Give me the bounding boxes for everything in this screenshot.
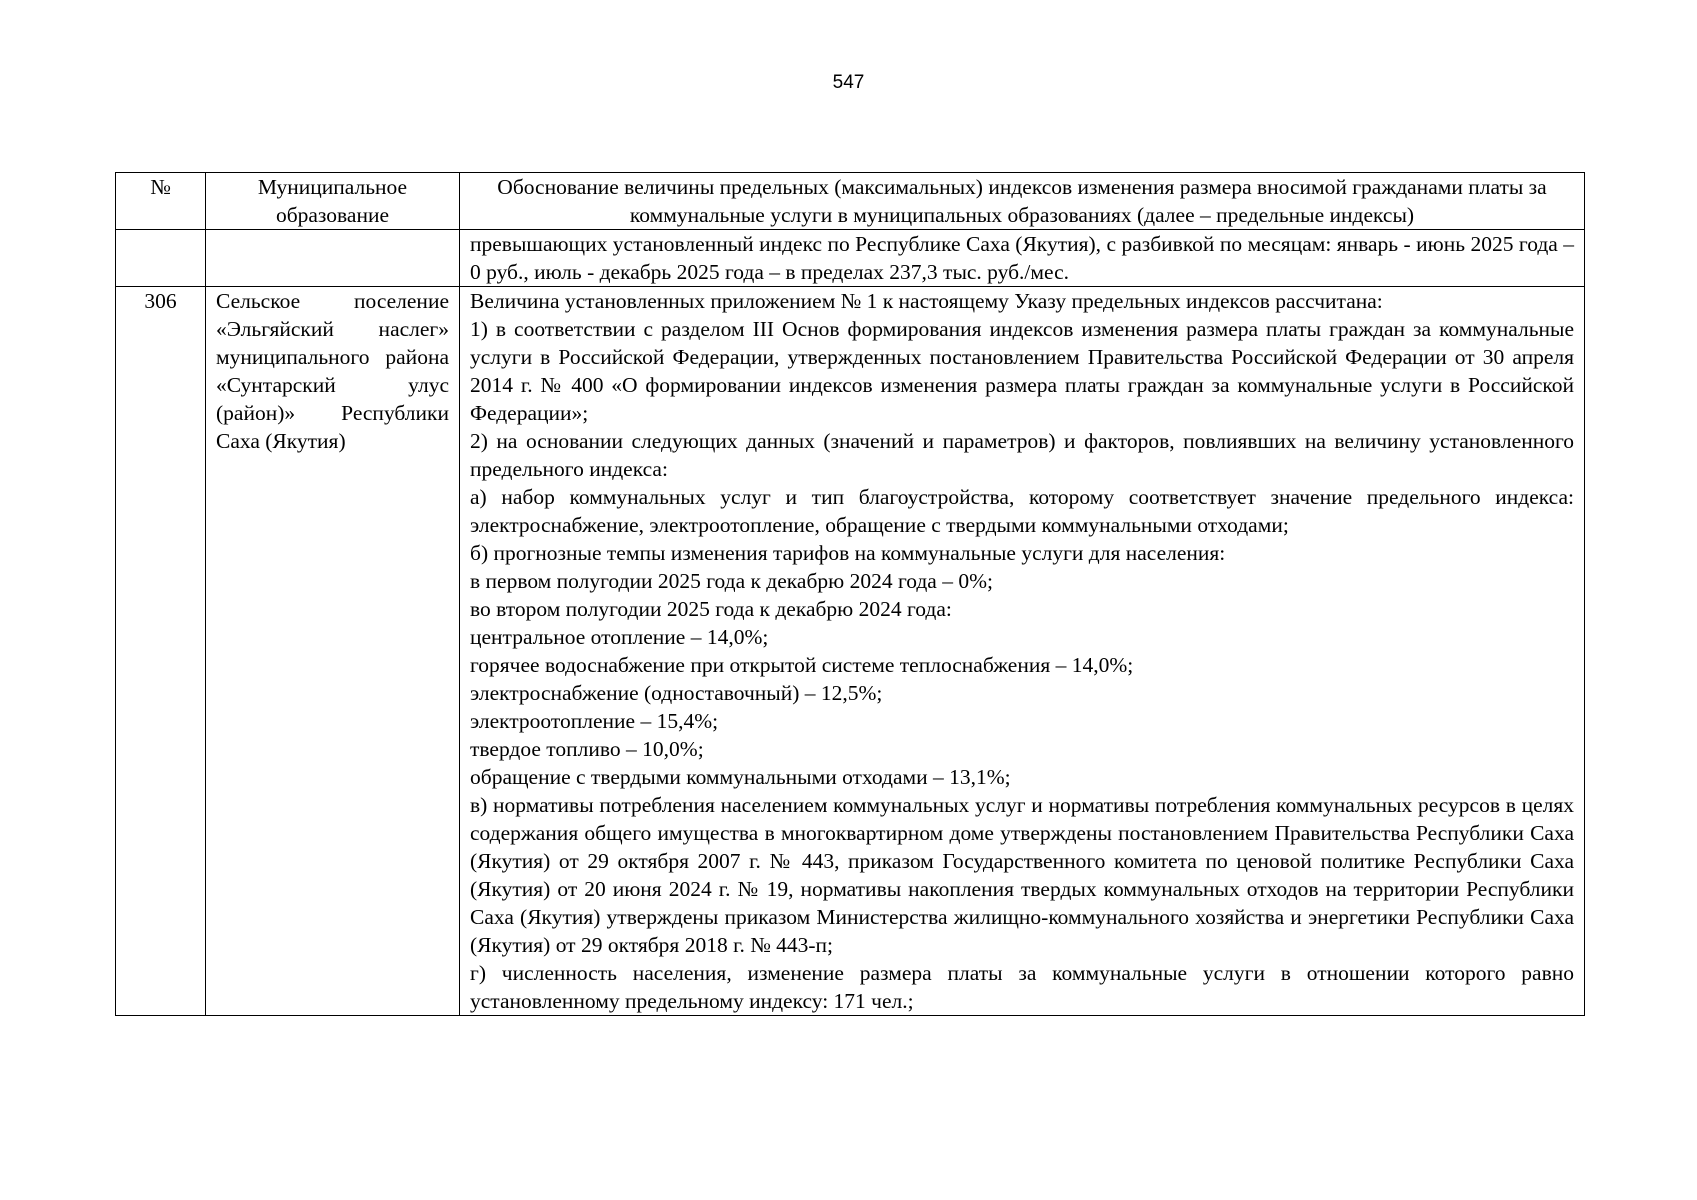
justification-paragraph: б) прогнозные темпы изменения тарифов на коммунальные услуги для населения: xyxy=(470,541,1226,565)
justification-paragraph: центральное отопление – 14,0%; xyxy=(470,625,769,649)
justification-paragraph: в первом полугодии 2025 года к декабрю 2024 года – 0%; xyxy=(470,569,993,593)
header-number: № xyxy=(116,173,206,230)
justification-paragraph: электроотопление – 15,4%; xyxy=(470,709,719,733)
justification-paragraph: горячее водоснабжение при открытой системе теплоснабжения – 14,0%; xyxy=(470,653,1134,677)
continuation-municipality-cell xyxy=(206,230,460,287)
municipality-name: Сельское поселение «Эльгяйский наслег» муниципального района «Сунтарский улус (район)» Республики Саха (Якутия) xyxy=(216,289,449,453)
table-header-row xyxy=(116,173,1585,230)
continuation-number-cell xyxy=(116,230,206,287)
header-municipality: Муниципальное образование xyxy=(206,173,460,230)
row-number-cell: 306 xyxy=(116,287,206,1016)
table-row-continuation xyxy=(116,230,1585,287)
continuation-text-cell xyxy=(460,230,1585,287)
header-justification: Обоснование величины предельных (максимальных) индексов изменения размера вносимой гражданами платы за коммунальные услуги в муниципальных образованиях (далее – предельные индексы) xyxy=(460,173,1585,230)
justification-cell xyxy=(460,287,1585,1016)
justification-paragraph: а) набор коммунальных услуг и тип благоустройства, которому соответствует значение предельного индекса: электроснабжение, электроотопление, обращение с твердыми коммунальными отходами; xyxy=(470,485,1574,537)
justification-paragraph: обращение с твердыми коммунальными отходами – 13,1%; xyxy=(470,765,1011,789)
justification-paragraph: во втором полугодии 2025 года к декабрю 2024 года: xyxy=(470,597,952,621)
justification-paragraph: 2) на основании следующих данных (значений и параметров) и факторов, повлиявших на величину установленного предельного индекса: xyxy=(470,429,1574,481)
justification-paragraph: электроснабжение (одноставочный) – 12,5%; xyxy=(470,681,883,705)
municipality-cell xyxy=(206,287,460,1016)
justification-paragraph: г) численность населения, изменение размера платы за коммунальные услуги в отношении которого равно установленному предельному индексу: 171 чел.; xyxy=(470,961,1574,1013)
justification-paragraph: твердое топливо – 10,0%; xyxy=(470,737,704,761)
page-number: 547 xyxy=(832,72,865,93)
table-row-306 xyxy=(116,287,1585,1016)
justification-paragraph: Величина установленных приложением № 1 к настоящему Указу предельных индексов рассчитана: xyxy=(470,289,1383,313)
justification-paragraph: в) нормативы потребления населением коммунальных услуг и нормативы потребления коммунальных ресурсов в целях содержания общего имущества в многоквартирном доме утверждены постановлением Правительства Республики Саха (Якутия) от 29 октября 2007 г. № 443, приказом Государственного комитета по ценовой политике Республики Саха (Якутия) от 20 июня 2024 г. № 19, нормативы накопления твердых коммунальных отходов на территории Республики Саха (Якутия) утверждены приказом Министерства жилищно-коммунального хозяйства и энергетики Республики Саха (Якутия) от 29 октября 2018 г. № 443-п; xyxy=(470,793,1574,957)
continuation-text: превышающих установленный индекс по Республике Саха (Якутия), с разбивкой по месяцам: январь - июнь 2025 года – 0 руб., июль - декабрь 2025 года – в пределах 237,3 тыс. руб./мес. xyxy=(470,232,1574,284)
justification-table xyxy=(115,172,1585,1016)
justification-paragraph: 1) в соответствии с разделом III Основ формирования индексов изменения размера платы граждан за коммунальные услуги в Российской Федерации, утвержденных постановлением Правительства Российской Федерации от 30 апреля 2014 г. № 400 «О формировании индексов изменения размера платы граждан за коммунальные услуги в Российской Федерации»; xyxy=(470,317,1574,425)
